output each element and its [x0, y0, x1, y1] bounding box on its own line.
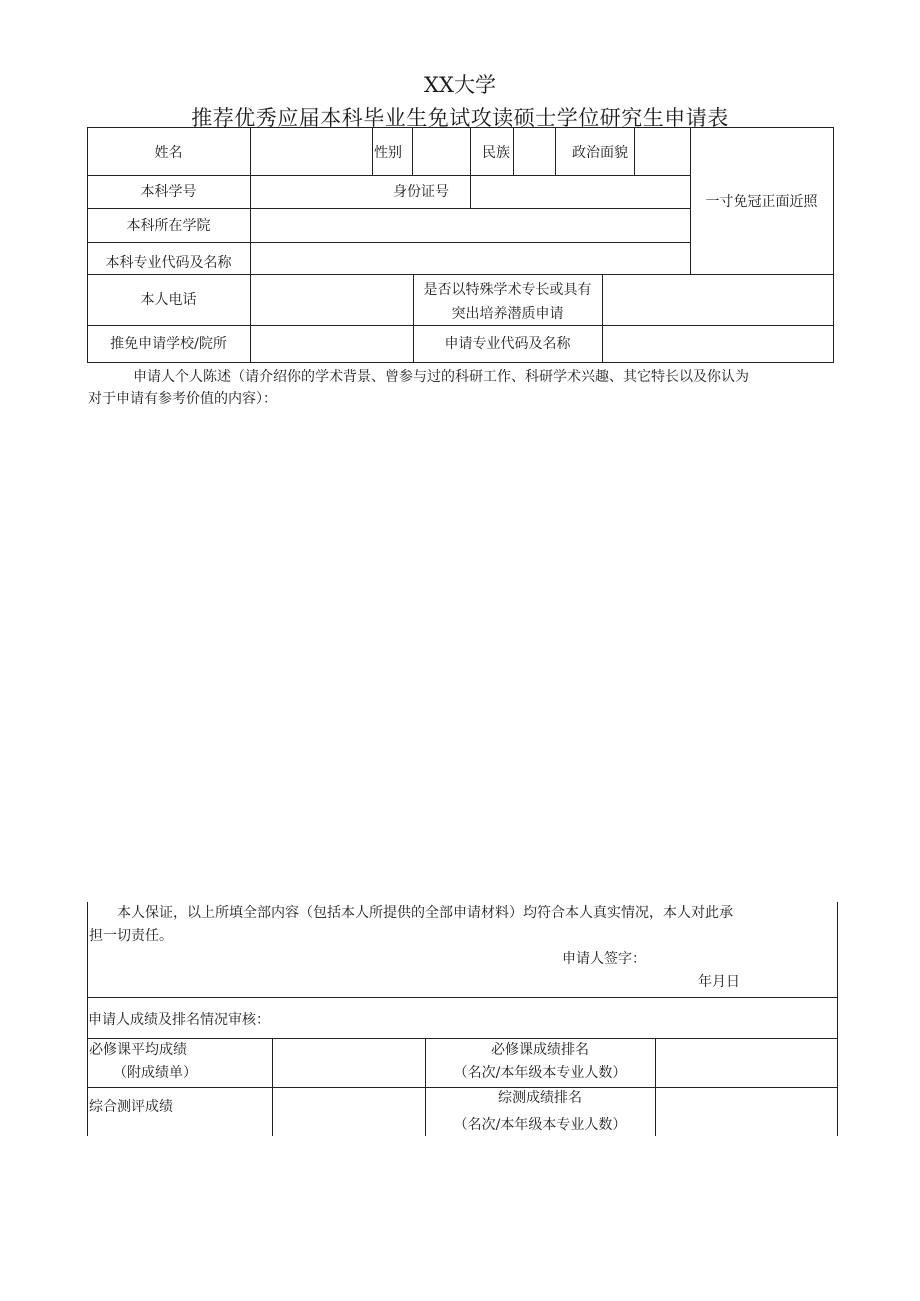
phone-field[interactable]: [251, 275, 412, 324]
id-card-label: 身份证号: [393, 184, 449, 200]
gender-field[interactable]: [413, 128, 469, 174]
comprehensive-rank-label-line2: （名次/本年级本专业人数）: [453, 1117, 627, 1133]
comprehensive-rank-label-line1: 综测成绩排名: [498, 1090, 582, 1106]
statement-prompt-line2: 对于申请有参考价值的内容）：: [88, 391, 277, 407]
target-major-label: 申请专业代码及名称: [444, 336, 571, 352]
comprehensive-score-label: 综合测评成绩: [89, 1099, 173, 1115]
comprehensive-rank-field[interactable]: [656, 1088, 836, 1135]
gender-label: 性别: [374, 145, 402, 161]
political-status-field[interactable]: [635, 128, 689, 174]
required-average-label-line2: （附成绩单）: [113, 1065, 197, 1081]
signature-field[interactable]: [650, 946, 830, 970]
form-title: 推荐优秀应届本科毕业生免试攻读硕士学位研究生申请表: [191, 106, 729, 130]
student-id-label: 本科学号: [140, 184, 197, 200]
ethnicity-label: 民族: [482, 145, 510, 161]
name-label: 姓名: [154, 145, 183, 161]
major-field[interactable]: [251, 243, 689, 273]
statement-prompt-line1: 申请人个人陈述（请介绍你的学术背景、曾参与过的科研工作、科研学术兴趣、其它特长以及你认为: [133, 369, 749, 385]
required-rank-field[interactable]: [656, 1039, 836, 1086]
target-major-field[interactable]: [603, 326, 832, 361]
university-title: XX大学: [424, 73, 496, 97]
comprehensive-score-field[interactable]: [273, 1088, 424, 1135]
signature-label: 申请人签字：: [562, 951, 646, 967]
required-average-label-line1: 必修课平均成绩: [89, 1042, 187, 1058]
personal-statement-area[interactable]: [88, 412, 833, 900]
special-talent-label-line2: 突出培养潜质申请: [451, 306, 564, 322]
declaration-line2: 担一切责任。: [89, 928, 173, 944]
college-field[interactable]: [251, 209, 689, 241]
review-title: 申请人成绩及排名情况审核：: [88, 1012, 270, 1028]
student-id-field[interactable]: [251, 176, 371, 207]
special-talent-field[interactable]: [603, 275, 832, 324]
college-label: 本科所在学院: [126, 218, 211, 234]
target-school-label: 推免申请学校/院所: [110, 336, 227, 352]
date-label: 年月日: [698, 974, 740, 990]
required-average-field[interactable]: [273, 1039, 424, 1086]
id-card-field[interactable]: [471, 176, 689, 207]
name-field[interactable]: [251, 128, 371, 174]
required-rank-label-line2: （名次/本年级本专业人数）: [453, 1065, 627, 1081]
major-label: 本科专业代码及名称: [105, 255, 232, 271]
target-school-field[interactable]: [251, 326, 412, 361]
required-rank-label-line1: 必修课成绩排名: [491, 1042, 589, 1058]
ethnicity-field[interactable]: [514, 128, 554, 174]
phone-label: 本人电话: [140, 292, 197, 308]
declaration-line1: 本人保证，以上所填全部内容（包括本人所提供的全部申请材料）均符合本人真实情况，本人对此承: [117, 905, 733, 921]
special-talent-label-line1: 是否以特殊学术专长或具有: [423, 282, 592, 298]
political-status-label: 政治面貌: [572, 145, 628, 161]
photo-placeholder-label: 一寸免冠正面近照: [705, 194, 818, 210]
